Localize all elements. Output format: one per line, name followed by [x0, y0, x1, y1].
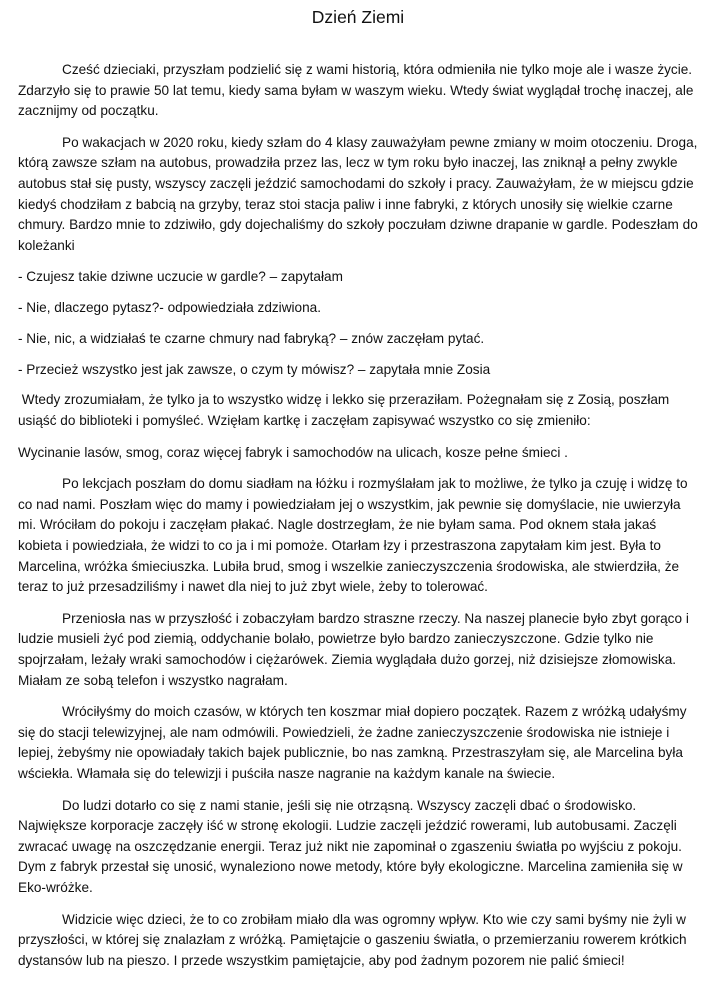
paragraph-realization: Wtedy zrozumiałam, że tylko ja to wszystko widzę i lekko się przeraziłam. Pożegnałam się z Zosią, poszłam usiąść do biblioteki i pomyśleć. Wzięłam kartkę i zaczęłam zapisywać wszystko co się zmieniło: [18, 392, 673, 429]
dialogue-line-4: - Przecież wszystko jest jak zawsze, o czym ty mówisz? – zapytała mnie Zosia [18, 361, 491, 377]
dialogue-line-2: - Nie, dlaczego pytasz?- odpowiedziała zdziwiona. [18, 300, 321, 316]
dialogue-line-1: - Czujesz takie dziwne uczucie w gardle? – zapytałam [18, 269, 343, 285]
paragraph-list-of-changes: Wycinanie lasów, smog, coraz więcej fabryk i samochodów na ulicach, kosze pełne śmieci . [18, 444, 568, 460]
document-title: Dzień Ziemi [311, 7, 405, 27]
paragraph-change: Do ludzi dotarło co się z nami stanie, jeśli się nie otrząsną. Wszyscy zaczęli dbać o środowisko. Największe korporacje zaczęły iść w stronę ekologii. Ludzie zaczęli jeździć rowerami, lub autobusami. Zaczęli zwracać uwagę na oszczędzanie energii. Teraz już nikt nie zapominał o zgaszeniu światła po wyjściu z pokoju. Dym z fabryk przestał się unosić, wynaleziono nowe metody, które były ekologiczne. Marcelina zamieniła się w Eko-wróżke. [18, 797, 683, 895]
paragraph-return: Wróciłyśmy do moich czasów, w których ten koszmar miał dopiero początek. Razem z wróżką udałyśmy się do stacji telewizyjnej, ale nam odmówili. Powiedzieli, że żadne zanieczyszczenie środowiska nie istnieje i lepiej, żebyśmy nie opowiadały takich bajek publicznie, bo nas zamkną. Przestraszyłam się, ale Marcelina była wściekła. Włamała się do telewizji i puściła nasze nagranie na każdym kanale na świecie. [18, 704, 687, 781]
paragraph-future: Przeniosła nas w przyszłość i zobaczyłam bardzo straszne rzeczy. Na naszej planecie było zbyt gorąco i ludzie musieli żyć pod ziemią, oddychanie bolało, powietrze było bardzo zanieczyszczone. Gdzie tylko nie spojrzałam, leżały wraki samochodów i ciężarówek. Ziemia wyglądała dużo gorzej, niż dzisiejsze złomowiska. Miałam ze sobą telefon i wszystko nagrałam. [18, 610, 689, 688]
paragraph-after-school: Po lekcjach poszłam do domu siadłam na łóżku i rozmyślałam jak to możliwe, że tylko ja czuję i widzę to co nad nami. Poszłam więc do mamy i powiedziałam jej o wszystkim, jak pewnie się domyślacie, nie uwierzyła mi. Wróciłam do pokoju i zaczęłam płakać. Nagle dostrzegłam, że nie byłam sama. Pod oknem stała jakaś kobieta i powiedziała, że widzi to co ja i mi pomoże. Otarłam łzy i przestraszona zapytałam kim jest. Była to Marcelina, wróżka śmieciuszka. Lubiła brud, smog i wszelkie zanieczyszczenia środowiska, ale stwierdziła, że teraz to już przesadziliśmy i nawet dla niej to już zbyt wiele, żeby to tolerować. [18, 476, 688, 595]
dialogue-line-3: - Nie, nic, a widziałaś te czarne chmury nad fabryką? – znów zaczęłam pytać. [18, 330, 485, 346]
paragraph-after-holidays: Po wakacjach w 2020 roku, kiedy szłam do 4 klasy zauważyłam pewne zmiany w moim otoczeniu. Droga, którą zawsze szłam na autobus, prowadziła przez las, lecz w tym roku było inaczej, las zniknął a pełny zwykle autobus stał się pusty, wszyscy zaczęli jeździć samochodami do szkoły i pracy. Zauważyłam, że w miejscu gdzie kiedyś chodziłam z babcią na grzyby, teraz stoi stacja paliw i inne fabryki, z których unosiły się wielkie czarne chmury. Bardzo mnie to zdziwiło, gdy dojechaliśmy do szkoły poczułam dziwne drapanie w gardle. Podeszłam do koleżanki [18, 134, 698, 253]
paragraph-conclusion: Widzicie więc dzieci, że to co zrobiłam miało dla was ogromny wpływ. Kto wie czy sami byśmy nie żyli w przyszłości, w której się znalazłam z wróżką. Pamiętajcie o gaszeniu światła, o przemierzaniu rowerem krótkich dystansów lub na pieszo. I przede wszystkim pamiętajcie, aby pod żadnym pozorem nie palić śmieci! [18, 911, 687, 968]
paragraph-intro: Cześć dzieciaki, przyszłam podzielić się z wami historią, która odmieniła nie tylko moje ale i wasze życie. Zdarzyło się to prawie 50 lat temu, kiedy sama byłam w waszym wieku. Wtedy świat wyglądał trochę inaczej, ale zacznijmy od początku. [18, 62, 694, 119]
